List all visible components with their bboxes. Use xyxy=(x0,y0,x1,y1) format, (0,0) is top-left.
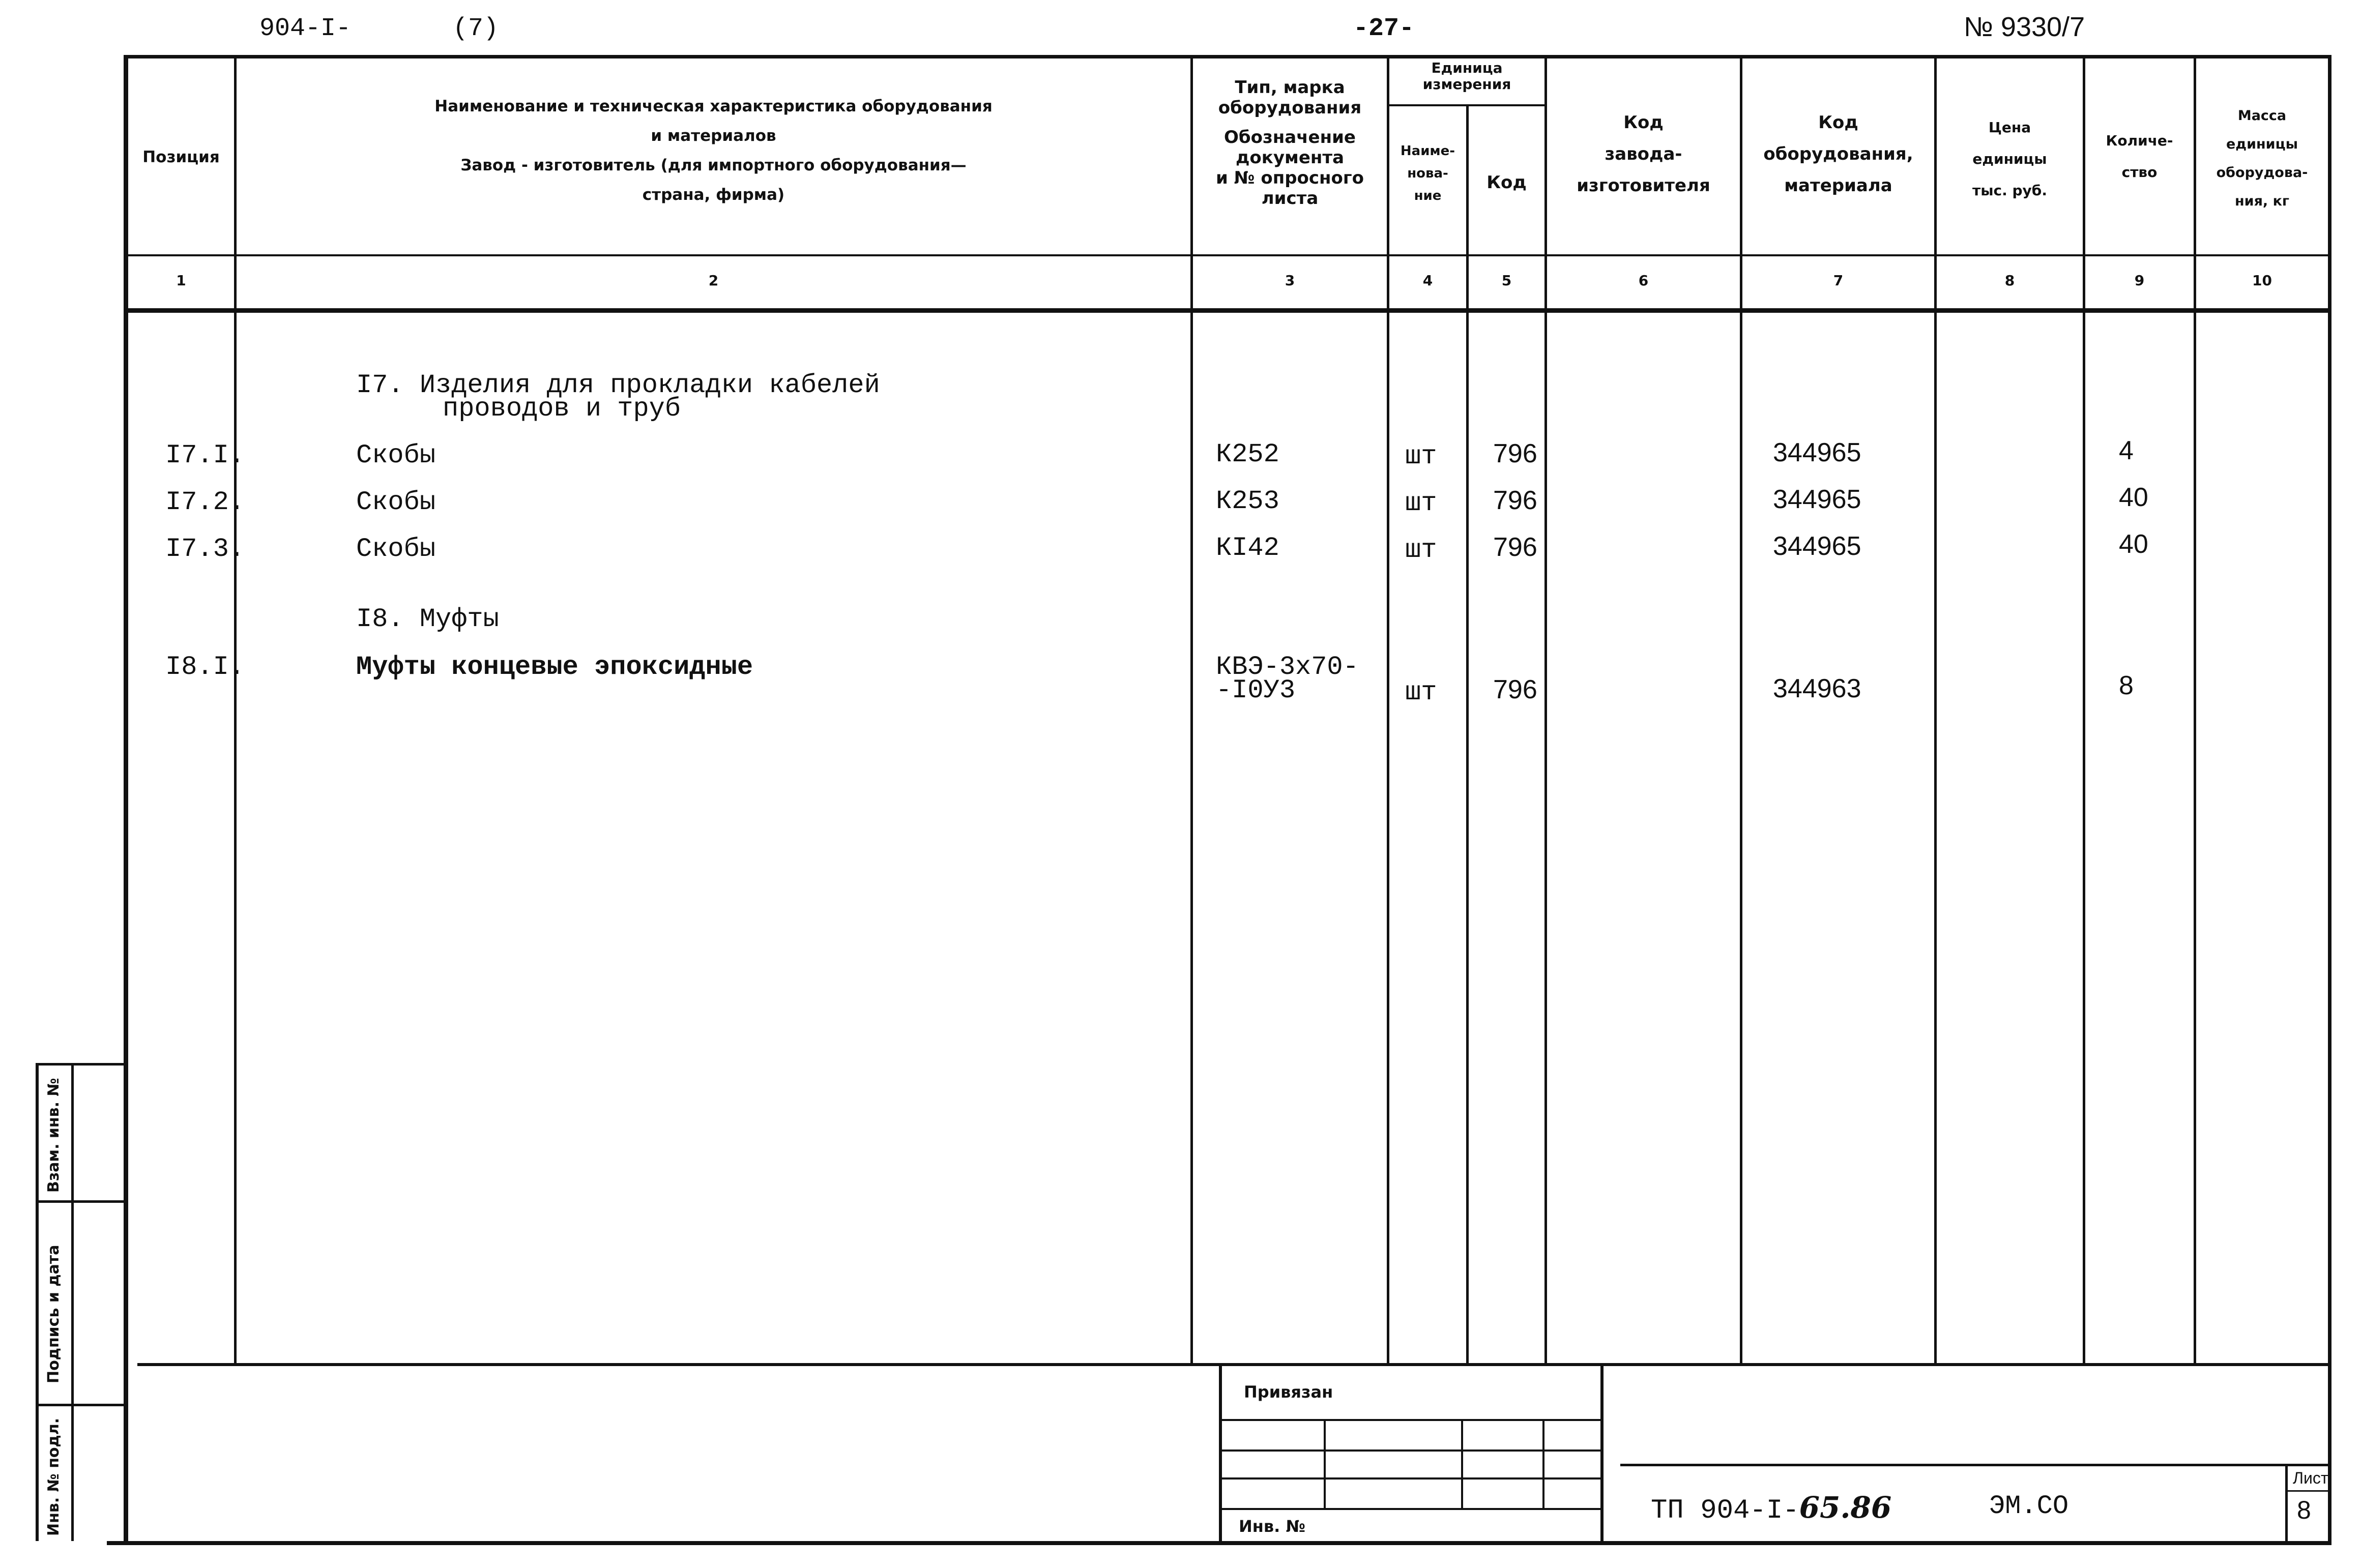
col-number-9: 9 xyxy=(2134,272,2145,289)
col-number-6: 6 xyxy=(1638,272,1649,289)
row-17-3-name: Скобы xyxy=(356,534,436,564)
frame-right-border xyxy=(2328,55,2331,1545)
title-block-right-border xyxy=(1600,1363,1604,1541)
original-inv-label: Инв. № подл. xyxy=(45,1417,63,1536)
body-bottom-border xyxy=(137,1363,2328,1366)
col-divider-1 xyxy=(234,58,237,1363)
row-17-2-material-code: 344965 xyxy=(1773,485,1861,514)
frame-left-border xyxy=(124,55,128,1545)
col-divider-6 xyxy=(1740,58,1742,1363)
col9-header: Количе- ство xyxy=(2106,132,2173,181)
side-stamp-divider xyxy=(71,1063,74,1541)
row-17-1-position: I7.I. xyxy=(165,440,245,470)
row-18-1-unit: шт xyxy=(1405,677,1437,707)
col5-header: Код xyxy=(1486,172,1527,193)
row-18-1-material-code: 344963 xyxy=(1773,674,1861,703)
col1-header: Позиция xyxy=(142,148,220,166)
row-17-3-quantity: 40 xyxy=(2119,529,2148,559)
sheet-index: (7) xyxy=(453,14,499,43)
col-number-7: 7 xyxy=(1833,272,1844,289)
title-block-col-2 xyxy=(1461,1421,1463,1508)
sheet-cell-line xyxy=(2288,1490,2328,1492)
sheet-label: Лист xyxy=(2293,1469,2328,1487)
row-18-1-name: Муфты концевые эпоксидные xyxy=(356,652,753,682)
inv-no-label: Инв. № xyxy=(1239,1517,1305,1536)
col-number-5: 5 xyxy=(1501,272,1512,289)
inventory-number: № 9330/7 xyxy=(1964,12,2085,42)
row-18-1-type: КВЭ-3х70- xyxy=(1216,652,1359,682)
row-18-1-position: I8.I. xyxy=(165,652,245,682)
row-17-2-position: I7.2. xyxy=(165,487,245,517)
row-17-1-quantity: 4 xyxy=(2119,436,2134,465)
title-block-left-border xyxy=(1219,1363,1222,1541)
frame-bottom-border xyxy=(107,1541,2331,1545)
col-number-1: 1 xyxy=(176,272,186,289)
col-divider-4 xyxy=(1466,106,1469,1363)
col-divider-3 xyxy=(1387,58,1389,1363)
col4-header: Наиме- нова- ние xyxy=(1400,143,1455,203)
row-18-1-quantity: 8 xyxy=(2119,671,2134,700)
col8-header: Цена единицы тыс. руб. xyxy=(1972,119,2047,199)
row-17-2-name: Скобы xyxy=(356,487,436,517)
row-17-3-position: I7.3. xyxy=(165,534,245,564)
col-divider-5 xyxy=(1544,58,1547,1363)
col7-header: Код оборудования, материала xyxy=(1763,112,1913,196)
col-number-3: 3 xyxy=(1285,272,1295,289)
col6-header: Код завода- изготовителя xyxy=(1577,112,1710,196)
row-17-3-material-code: 344965 xyxy=(1773,531,1861,561)
unit-group-divider xyxy=(1387,104,1544,106)
side-stamp-left-border xyxy=(36,1063,39,1541)
series-code: 904-I- xyxy=(259,14,352,43)
page-number: -27- xyxy=(1353,14,1415,43)
col-divider-8 xyxy=(2083,58,2085,1363)
col3-header: Тип, марка оборудования Обозначение документа и № опросного листа xyxy=(1215,77,1364,209)
col2-header: Наименование и техническая характеристика оборудования и материалов Завод - изготовитель (для импортного оборудования— страна, фирма) xyxy=(434,97,993,204)
sheet-number: 8 xyxy=(2297,1496,2311,1524)
col-number-2: 2 xyxy=(708,272,719,289)
row-17-1-material-code: 344965 xyxy=(1773,438,1861,467)
row-18-1-unit-code: 796 xyxy=(1493,675,1537,704)
section-18-title: I8. Муфты xyxy=(356,604,499,634)
row-17-2-type: К253 xyxy=(1216,486,1279,516)
side-stamp-sep-2 xyxy=(36,1404,125,1406)
side-stamp-top xyxy=(36,1063,125,1066)
row-17-3-type: КI42 xyxy=(1216,533,1279,563)
title-block-line-4 xyxy=(1222,1508,1600,1510)
col-number-4: 4 xyxy=(1422,272,1433,289)
header-bottom-border xyxy=(128,308,2328,313)
sheet-cell-divider xyxy=(2285,1464,2288,1541)
unit-group-header: Единица измерения xyxy=(1422,60,1511,93)
row-17-1-name: Скобы xyxy=(356,440,436,470)
title-block-col-3 xyxy=(1542,1421,1544,1508)
side-stamp-sep-1 xyxy=(36,1200,125,1203)
header-divider xyxy=(128,254,2328,256)
section-17-title: I7. Изделия для прокладки кабелей xyxy=(356,370,880,400)
col10-header: Масса единицы оборудова- ния, кг xyxy=(2216,108,2308,209)
col-number-8: 8 xyxy=(2004,272,2015,289)
row-17-3-unit: шт xyxy=(1405,535,1437,565)
row-17-1-type: К252 xyxy=(1216,439,1279,469)
row-17-2-unit-code: 796 xyxy=(1493,486,1537,515)
document-mark: ЭМ.СО xyxy=(1989,1491,2069,1521)
row-17-3-unit-code: 796 xyxy=(1493,532,1537,562)
row-17-2-unit: шт xyxy=(1405,488,1437,518)
document-code: ТП 904-I-65.86 xyxy=(1651,1490,1892,1526)
col-divider-7 xyxy=(1934,58,1937,1363)
title-block-col-1 xyxy=(1324,1421,1326,1508)
col-divider-2 xyxy=(1190,58,1193,1363)
col-number-10: 10 xyxy=(2252,272,2272,289)
row-17-1-unit: шт xyxy=(1405,441,1437,471)
row-17-2-quantity: 40 xyxy=(2119,483,2148,512)
frame-top-border xyxy=(124,55,2331,58)
row-17-1-unit-code: 796 xyxy=(1493,439,1537,468)
attached-label: Привязан xyxy=(1244,1382,1333,1402)
signature-date-label: Подпись и дата xyxy=(45,1245,63,1383)
row-18-1-type-cont: -I0У3 xyxy=(1216,675,1296,705)
replaced-inv-label: Взам. инв. № xyxy=(45,1078,63,1193)
doc-code-row-top xyxy=(1620,1464,2328,1466)
section-17-title-cont: проводов и труб xyxy=(443,394,681,424)
col-divider-9 xyxy=(2194,58,2196,1363)
